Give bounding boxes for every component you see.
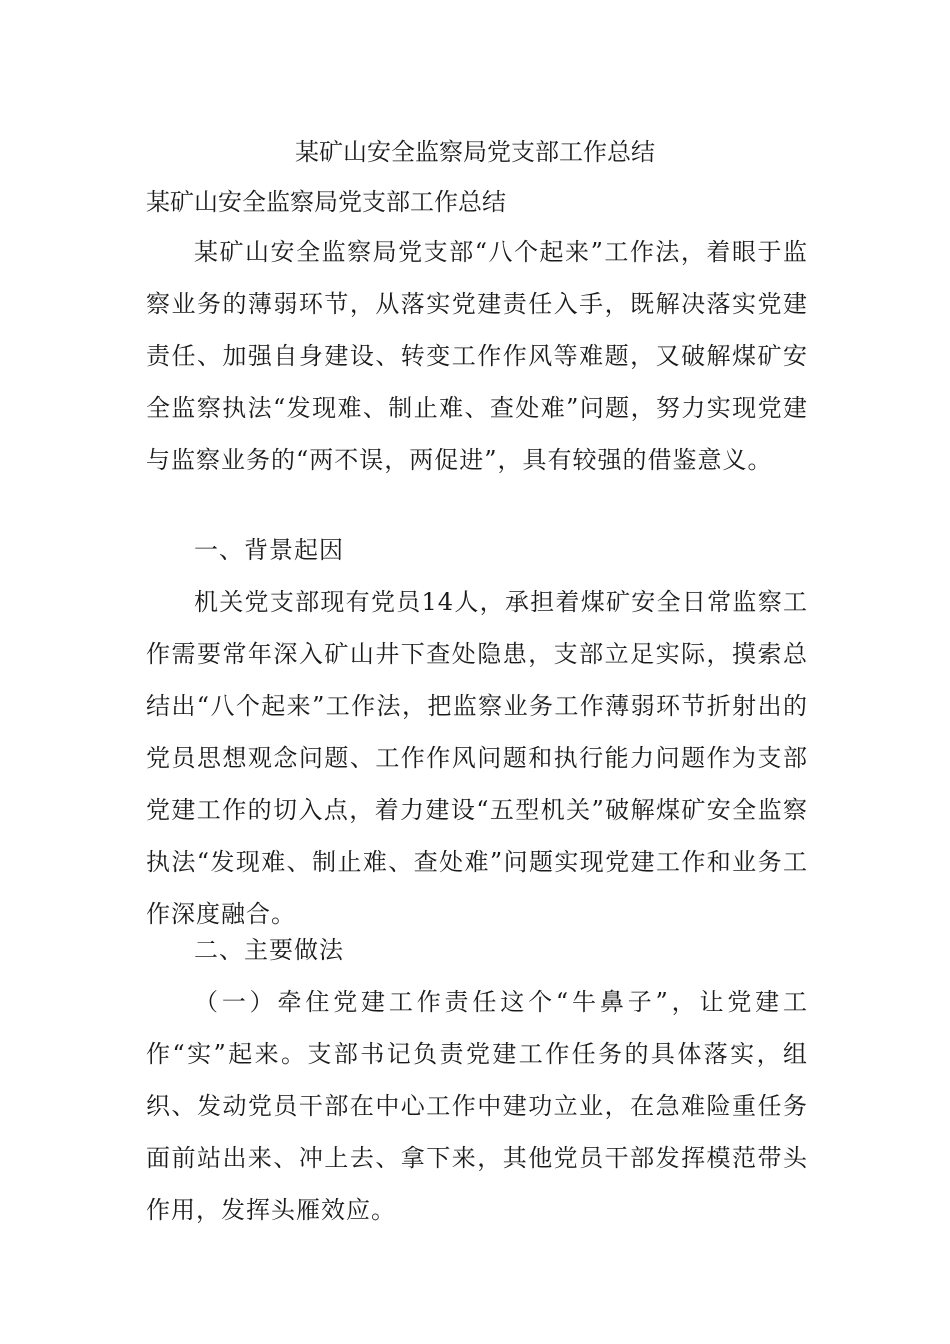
intro-paragraph: 某矿山安全监察局党支部“八个起来”工作法，着眼于监察业务的薄弱环节，从落实党建责任入手，既解决落实党建责任、加强自身建设、转变工作作风等难题，又破解煤矿安全监察执法“发现难、制止难、查处难”问题，努力实现党建与监察业务的“两不误，两促进”，具有较强的借鉴意义。 xyxy=(146,238,808,474)
section-body-background: 机关党支部现有党员14人，承担着煤矿安全日常监察工作需要常年深入矿山井下查处隐患，支部立足实际，摸索总结出“八个起来”工作法，把监察业务工作薄弱环节折射出的党员思想观念问题、工作作风问题和执行能力问题作为支部党建工作的切入点，着力建设“五型机关”破解煤矿安全监察执法“发现难、制止难、查处难”问题实现党建工作和业务工作深度融合。 xyxy=(146,588,808,928)
document-title: 某矿山安全监察局党支部工作总结 xyxy=(295,138,655,166)
section-heading-background: 一、背景起因 xyxy=(194,536,344,564)
section-body-methods-item-1: （一）牵住党建工作责任这个“牛鼻子”，让党建工作“实”起来。支部书记负责党建工作任务的具体落实，组织、发动党员干部在中心工作中建功立业，在急难险重任务面前站出来、冲上去、拿下来，其他党员干部发挥模范带头作用，发挥头雁效应。 xyxy=(146,988,808,1224)
document-subtitle: 某矿山安全监察局党支部工作总结 xyxy=(146,188,506,216)
section-heading-methods: 二、主要做法 xyxy=(194,936,344,964)
